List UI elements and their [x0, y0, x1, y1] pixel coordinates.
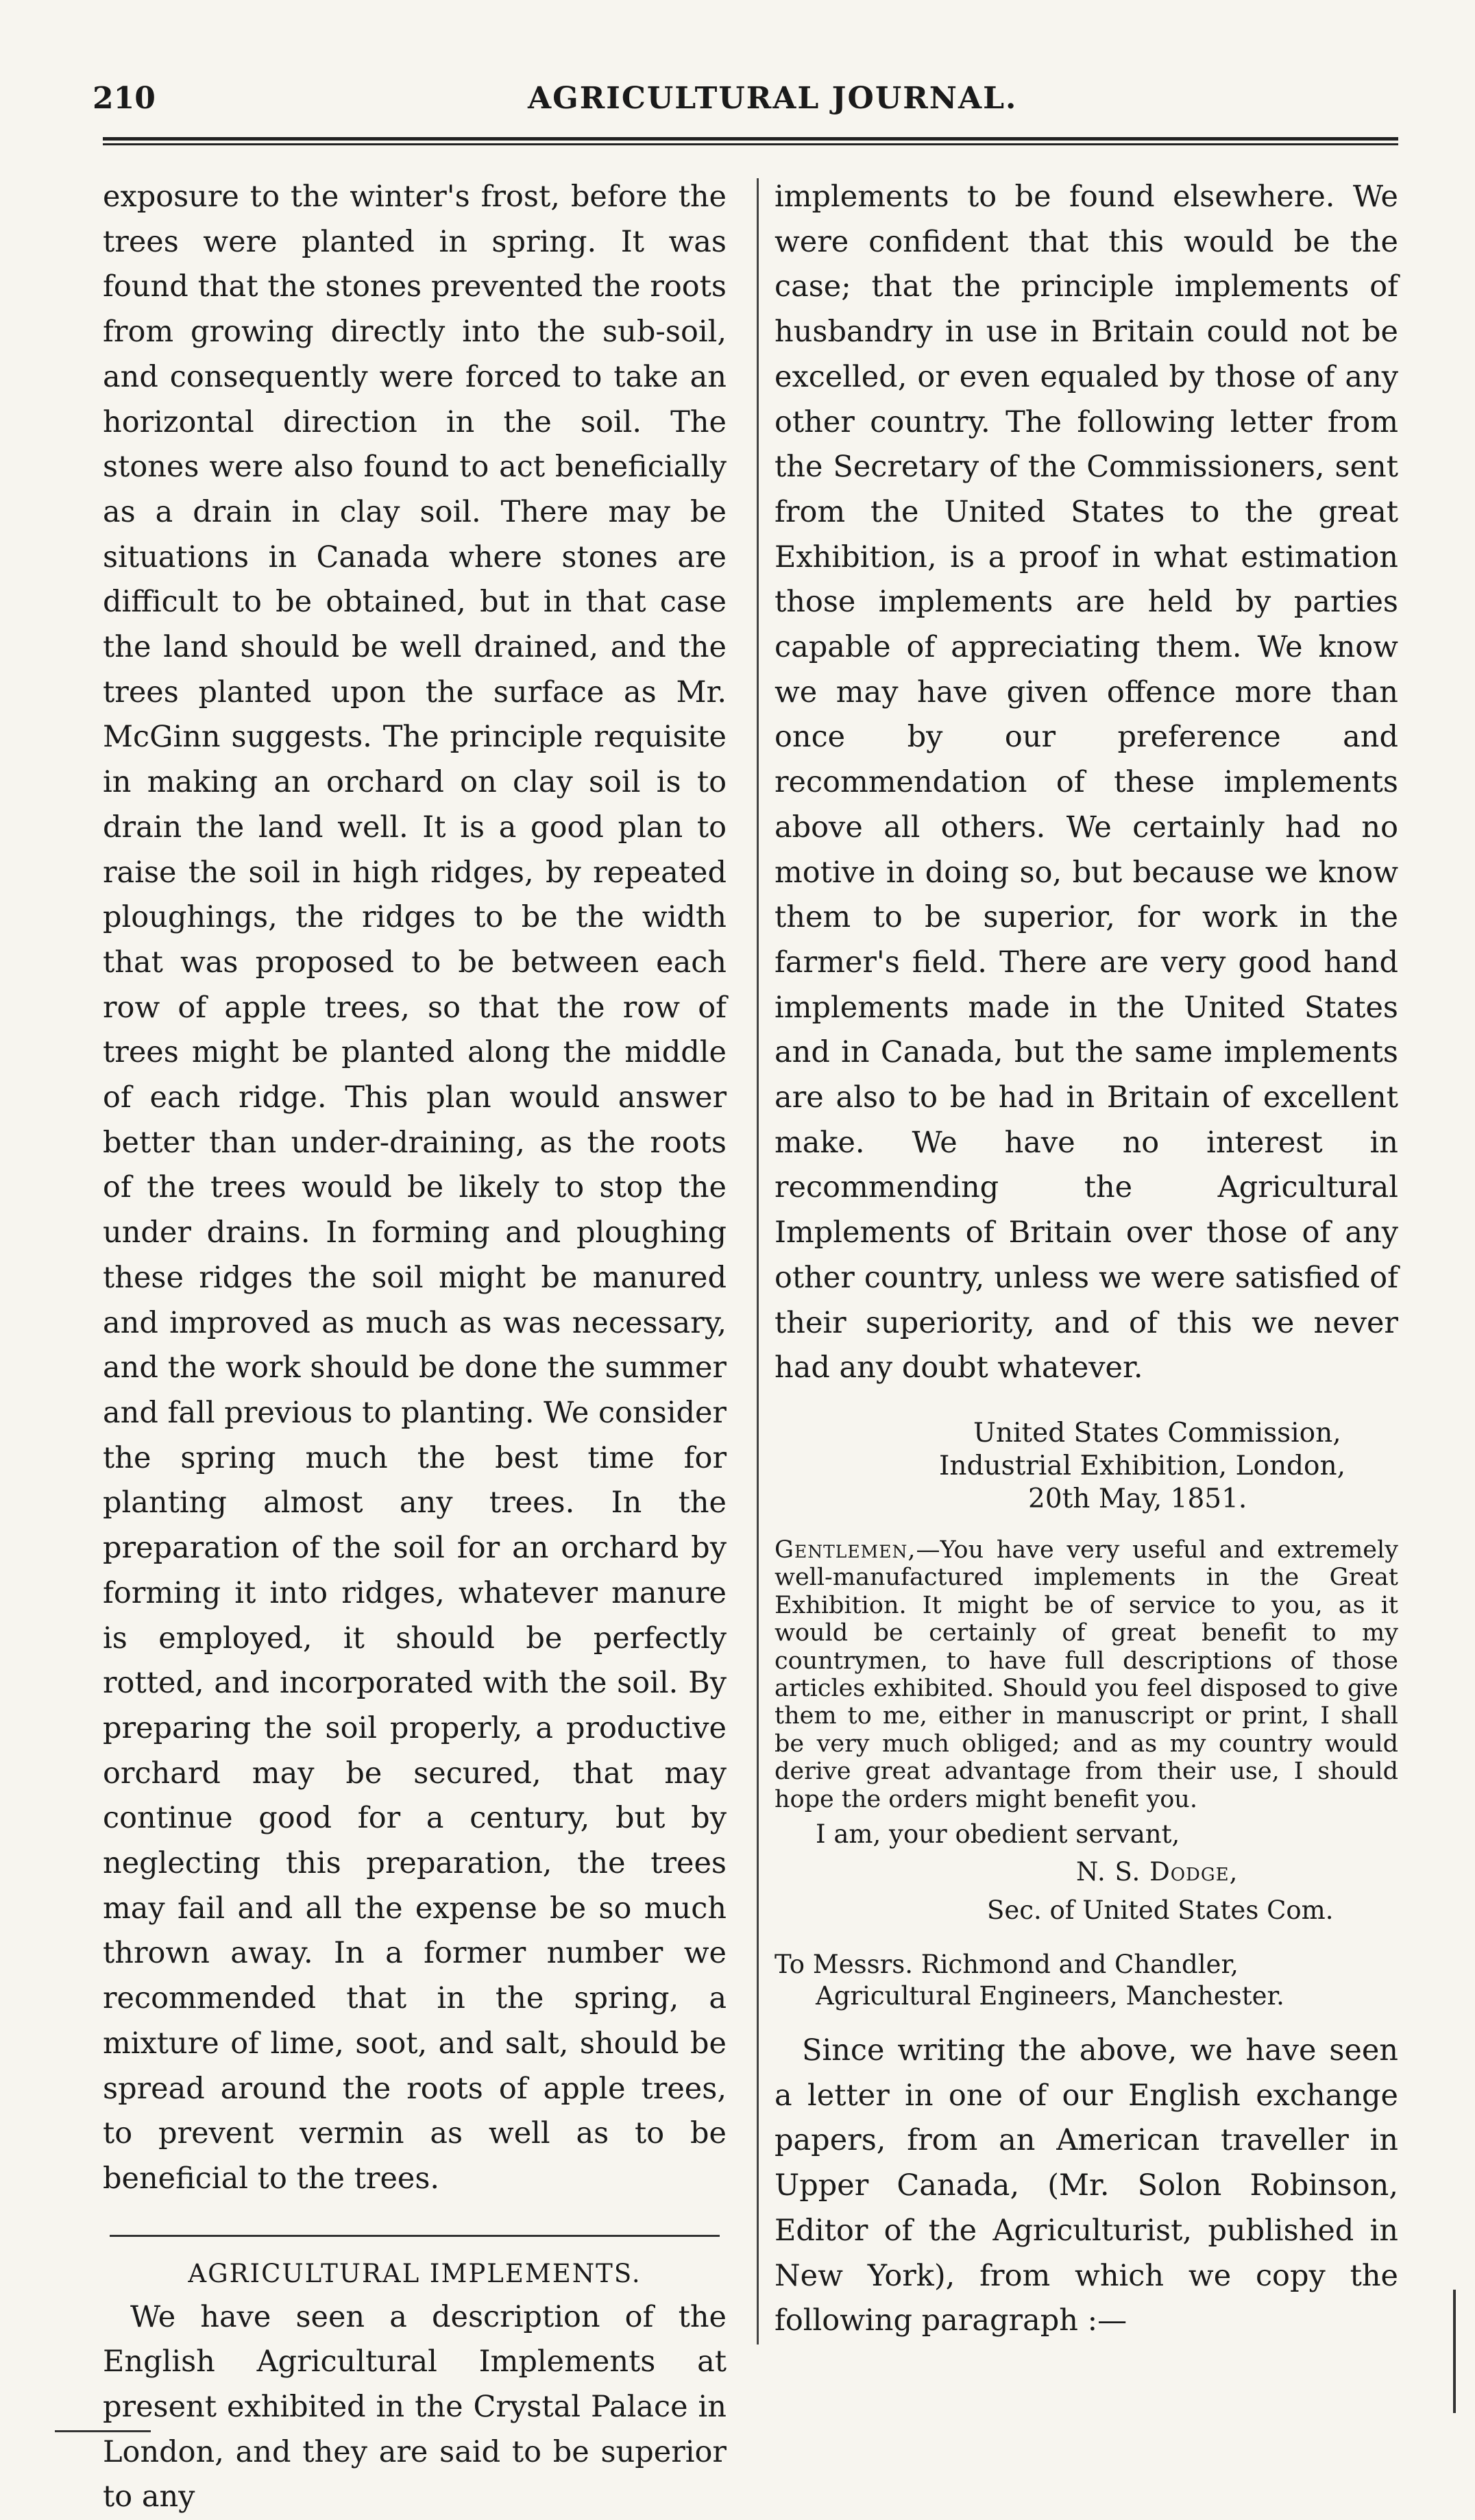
- letter-signature: N. S. Dodge,: [1076, 1857, 1239, 1887]
- page-header: [0, 81, 1475, 129]
- address-line-1: To Messrs. Richmond and Chandler,: [775, 1950, 1239, 1980]
- column-divider: [757, 178, 759, 2345]
- letter-signature-title: Sec. of United States Com.: [987, 1895, 1334, 1926]
- section-title: AGRICULTURAL IMPLEMENTS.: [188, 2258, 642, 2288]
- orchard-paragraph: exposure to the winter's frost, before the trees were planted in spring. It was found that the stones prevented the roots from growing directly into the sub-soil, and consequently were forced to take an horizontal direction in the soil. The stones were also found to act beneficially as a drain in clay soil. There may be situations in Canada where stones are difficult to be obtained, but in that case the land should be well drained, and the trees planted upon the surface as Mr. McGinn suggests. The principle requisite in making an orchard on clay soil is to drain the land well. It is a good plan to raise the soil in high ridges, by repeated ploughings, the ridges to be the width that was proposed to be between each row of apple trees, so that the row of trees might be planted along the middle of each ridge. This plan would answer better than under-draining, as the roots of the trees would be likely to stop the under drains. In forming and ploughing these ridges the soil might be manured and improved as much as was necessary, and the work should be done the summer and fall previous to planting. We consider the spring much the best time for planting almost any trees. In the preparation of the soil for an orchard by forming it into ridges, whatever manure is employed, it should be perfectly rotted, and incorporated with the soil. By preparing the soil properly, a productive orchard may be secured, that may continue good for a century, but by neglecting this preparation, the trees may fail and all the expense be so much thrown away. In a former number we recommended that in the spring, a mixture of lime, soot, and salt, should be spread around the roots of apple trees, to prevent vermin as well as to be beneficial to the trees.: [103, 180, 727, 2196]
- page-number: 210: [93, 81, 156, 116]
- section-rule: [110, 2235, 720, 2237]
- letter-closing: I am, your obedient servant,: [816, 1819, 1180, 1850]
- letter-date: 20th May, 1851.: [1028, 1483, 1247, 1514]
- running-title: AGRICULTURAL JOURNAL.: [528, 81, 1018, 116]
- header-rule: [103, 137, 1398, 145]
- footer-rule: [55, 2430, 151, 2432]
- letter-body: [775, 1536, 1398, 1813]
- letter-heading-line-1: United States Commission,: [973, 1417, 1341, 1449]
- implements-paragraph: We have seen a description of the English Agricultural Implements at present exhibited in the Crystal Palace in London, and they are said to be superior to any: [103, 2299, 727, 2515]
- right-column: [775, 175, 1398, 2344]
- address-line-2: Agricultural Engineers, Manchester.: [816, 1981, 1284, 2011]
- implements-continued-paragraph: implements to be found elsewhere. We were confident that this would be the case; that the principle implements of husbandry in use in Britain could not be excelled, or even equaled by those of any other country. The following letter from the Secretary of the Commissioners, sent from the United States to the great Exhibition, is a proof in what estimation those implements are held by parties capable of appreciating them. We know we may have given offence more than once by our preference and recommendation of these implements above all others. We certainly had no motive in doing so, but because we know them to be superior, for work in the farmer's field. There are very good hand implements made in the United States and in Canada, but the same implements are also to be had in Britain of excellent make. We have no interest in recommending the Agricultural Implements of Britain over those of any other country, unless we were satisfied of their superiority, and of this we never had any doubt whatever.: [775, 180, 1398, 1385]
- letter-heading: [775, 1417, 1398, 1516]
- letter-text: —You have very useful and extremely well-manufactured implements in the Great Exhibition. It might be of service to you, as it would be certainly of great benefit to my countrymen, to have full descriptions of those articles exhibited. Should you feel disposed to give them to me, either in manuscript or print, I shall be very much obliged; and as my country would derive great advantage from their use, I should hope the orders might benefit you.: [775, 1536, 1398, 1813]
- robinson-paragraph: Since writing the above, we have seen a letter in one of our English exchange papers, from an American traveller in Upper Canada, (Mr. Solon Robinson, Editor of the Agriculturist, published in New York), from which we copy the following paragraph :—: [775, 2033, 1398, 2338]
- letter-address: [775, 1949, 1398, 2012]
- letter-salutation: Gentlemen,: [775, 1536, 916, 1564]
- page-edge-mark: [1453, 2290, 1456, 2413]
- left-column: [103, 175, 727, 2520]
- letter-heading-line-2: Industrial Exhibition, London,: [939, 1450, 1346, 1481]
